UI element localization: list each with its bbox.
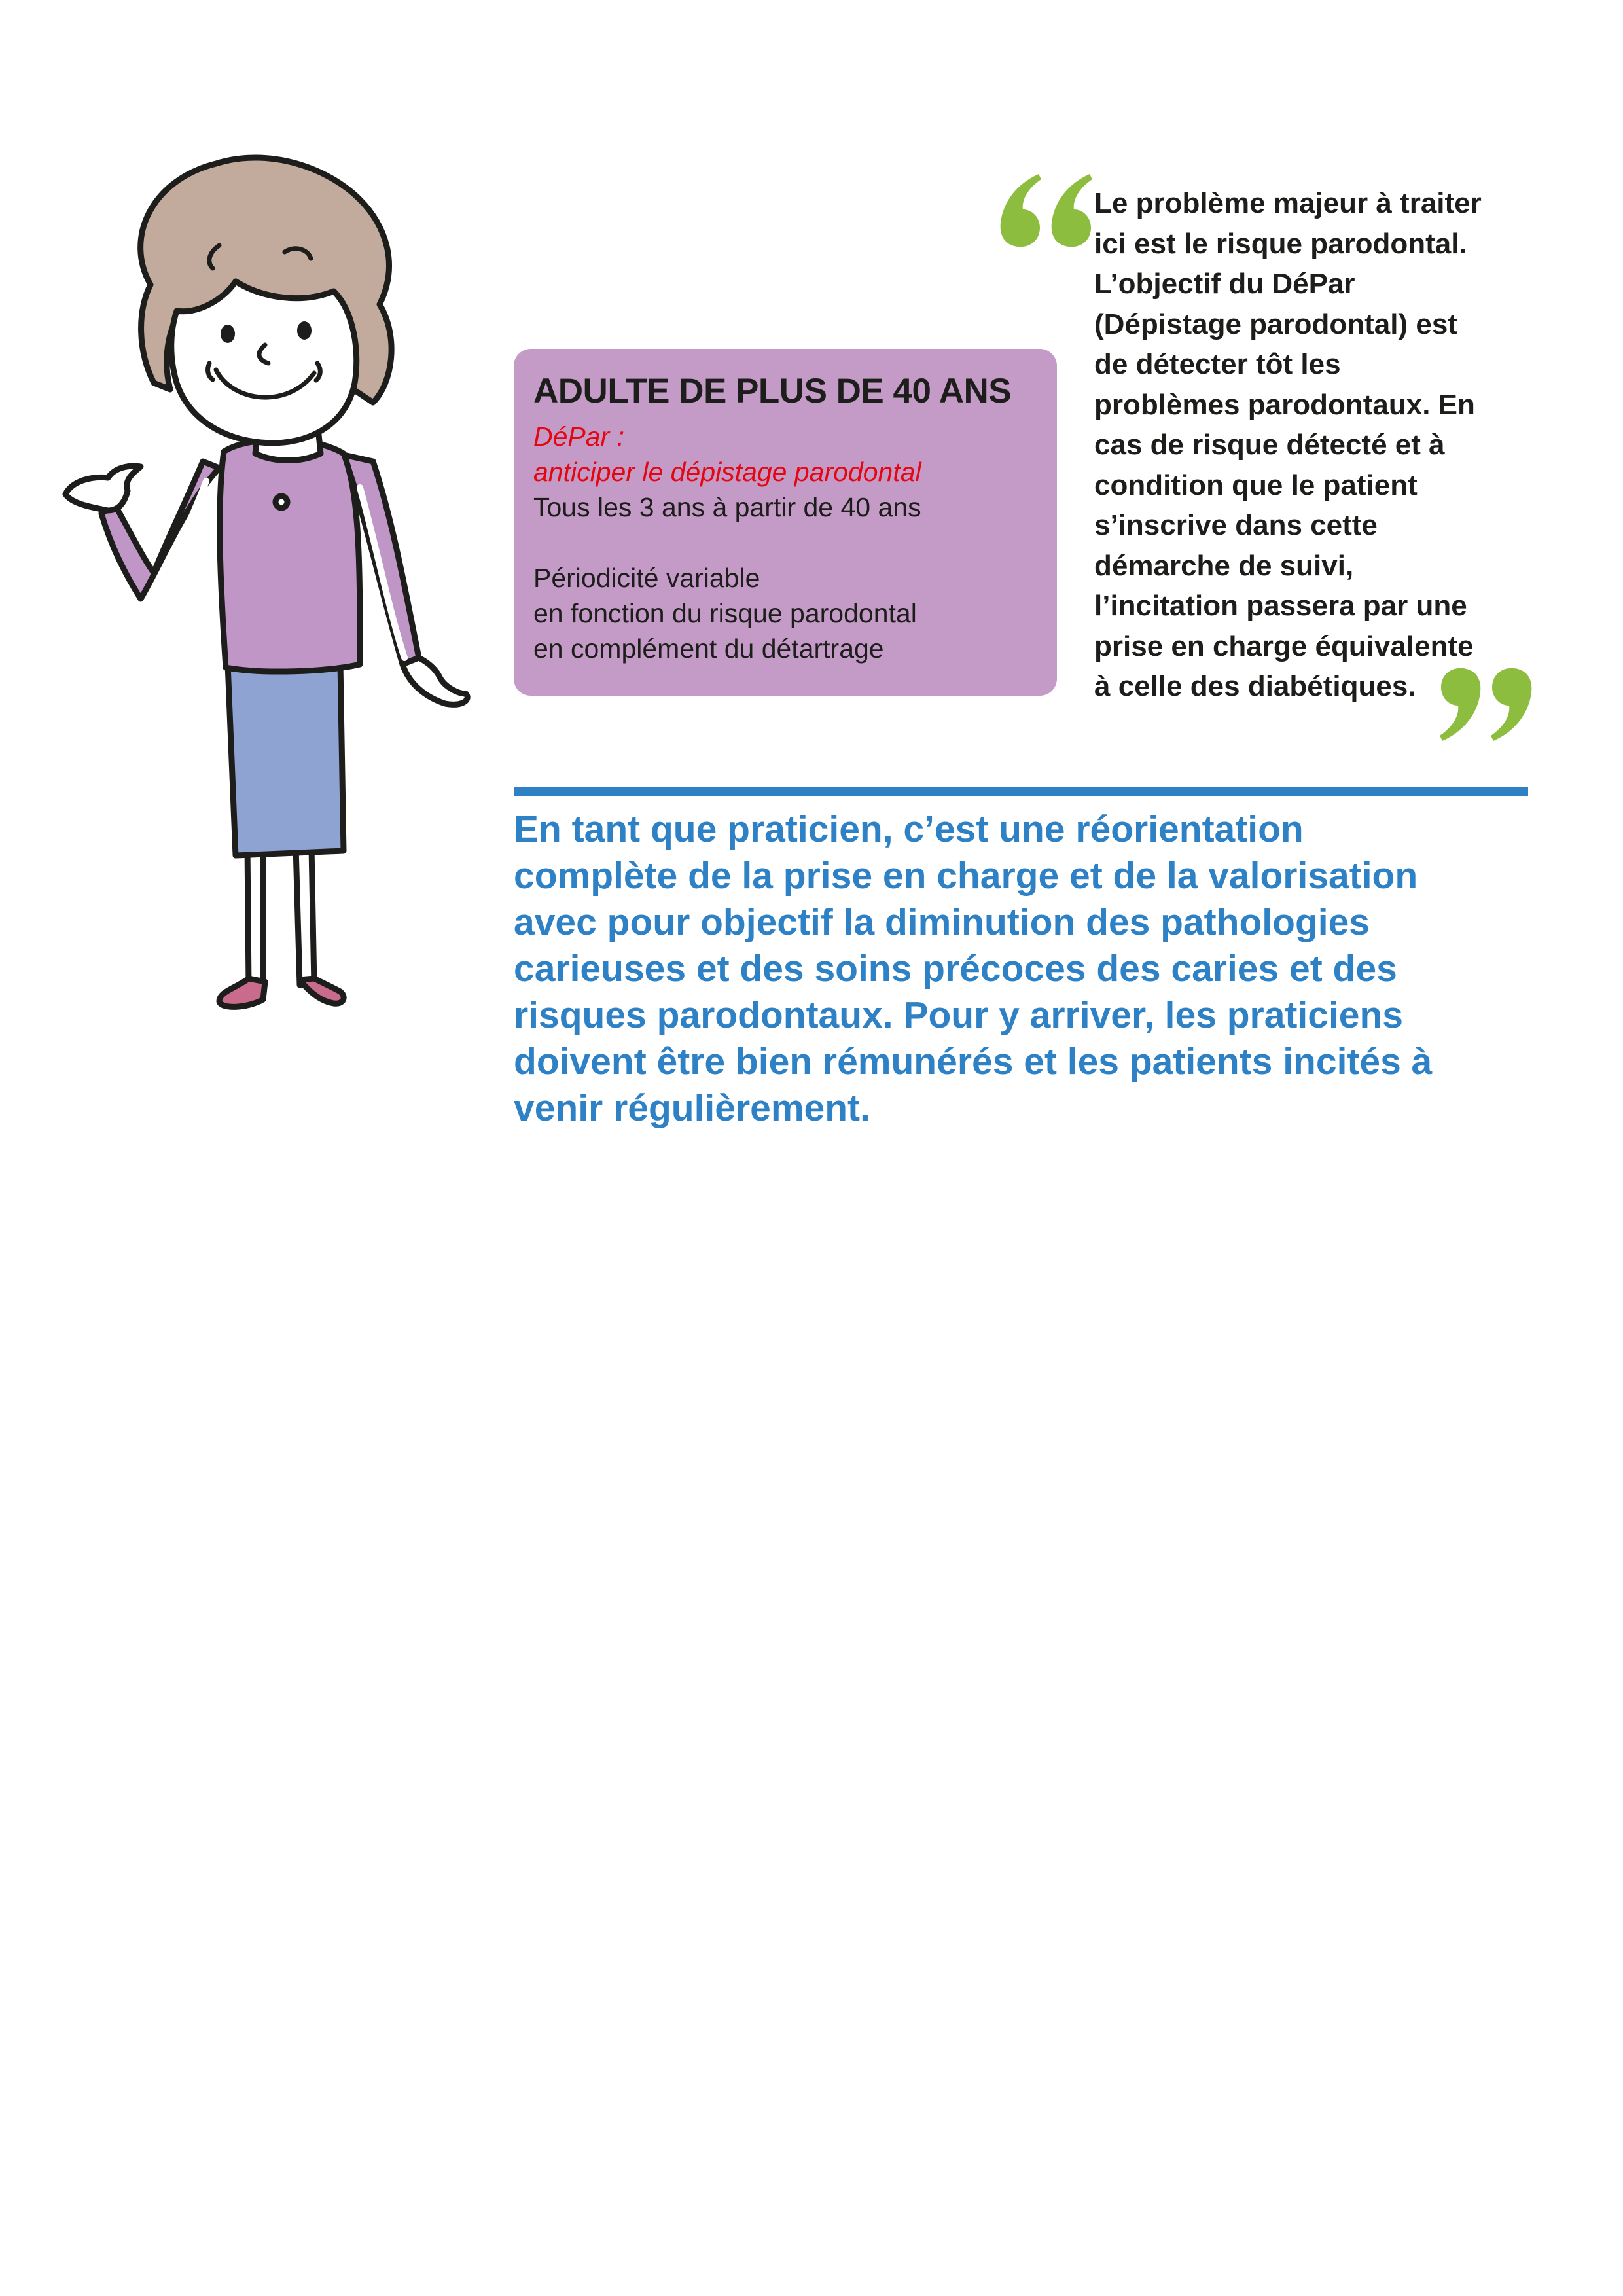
age-group-title: ADULTE DE PLUS DE 40 ANS [533, 372, 1012, 410]
left-leg [247, 848, 263, 985]
conclusion-line: risques parodontaux. Pour y arriver, les praticiens [514, 994, 1404, 1036]
skirt [228, 664, 344, 855]
quote-line: l’incitation passera par une [1094, 590, 1467, 622]
quote-line: prise en charge équivalente [1094, 630, 1474, 662]
left-shoe [219, 978, 265, 1007]
quote-line: à celle des diabétiques. [1094, 670, 1416, 702]
depar-label: DéPar : [533, 422, 624, 452]
quote-line: de détecter tôt les [1094, 348, 1341, 380]
conclusion-paragraph [514, 806, 1561, 1132]
periodicity-line: en fonction du risque parodontal [533, 598, 917, 628]
quote-line: Le problème majeur à traiter [1094, 187, 1482, 219]
quote-text [1094, 183, 1546, 707]
right-leg [296, 848, 314, 985]
woman-illustration [52, 141, 497, 1018]
spacer [533, 525, 1037, 560]
quote-line: démarche de suivi, [1094, 549, 1354, 582]
quote-line: (Dépistage parodontal) est [1094, 308, 1457, 340]
sweater [220, 440, 360, 672]
periodicity-line: Périodicité variable [533, 563, 760, 593]
section-divider [514, 787, 1528, 796]
quote-line: L’objectif du DéPar [1094, 268, 1355, 300]
sweater-button [276, 496, 287, 508]
quote-line: cas de risque détecté et à [1094, 429, 1445, 461]
screening-frequency: Tous les 3 ans à partir de 40 ans [533, 492, 921, 522]
periodicity-line: en complément du détartrage [533, 634, 884, 664]
conclusion-line: complète de la prise en charge et de la valorisation [514, 855, 1418, 897]
quote-line: ici est le risque parodontal. [1094, 227, 1467, 260]
right-shoe [300, 978, 344, 1003]
quote-line: s’inscrive dans cette [1094, 509, 1378, 541]
closing-quote-icon [1440, 664, 1538, 746]
conclusion-line: avec pour objectif la diminution des pathologies [514, 901, 1370, 943]
conclusion-line: doivent être bien rémunérés et les patients incités à [514, 1041, 1433, 1083]
depar-description: anticiper le dépistage parodontal [533, 457, 921, 487]
conclusion-line: En tant que praticien, c’est une réorientation [514, 808, 1304, 850]
quote-line: condition que le patient [1094, 469, 1418, 501]
lower-hand [402, 658, 467, 704]
conclusion-line: venir régulièrement. [514, 1087, 870, 1129]
age-group-card [514, 349, 1057, 696]
opening-quote-icon [998, 171, 1093, 250]
quote-line: problèmes parodontaux. En [1094, 388, 1475, 421]
conclusion-line: carieuses et des soins précoces des caries et des [514, 948, 1397, 990]
raised-hand [65, 466, 141, 511]
